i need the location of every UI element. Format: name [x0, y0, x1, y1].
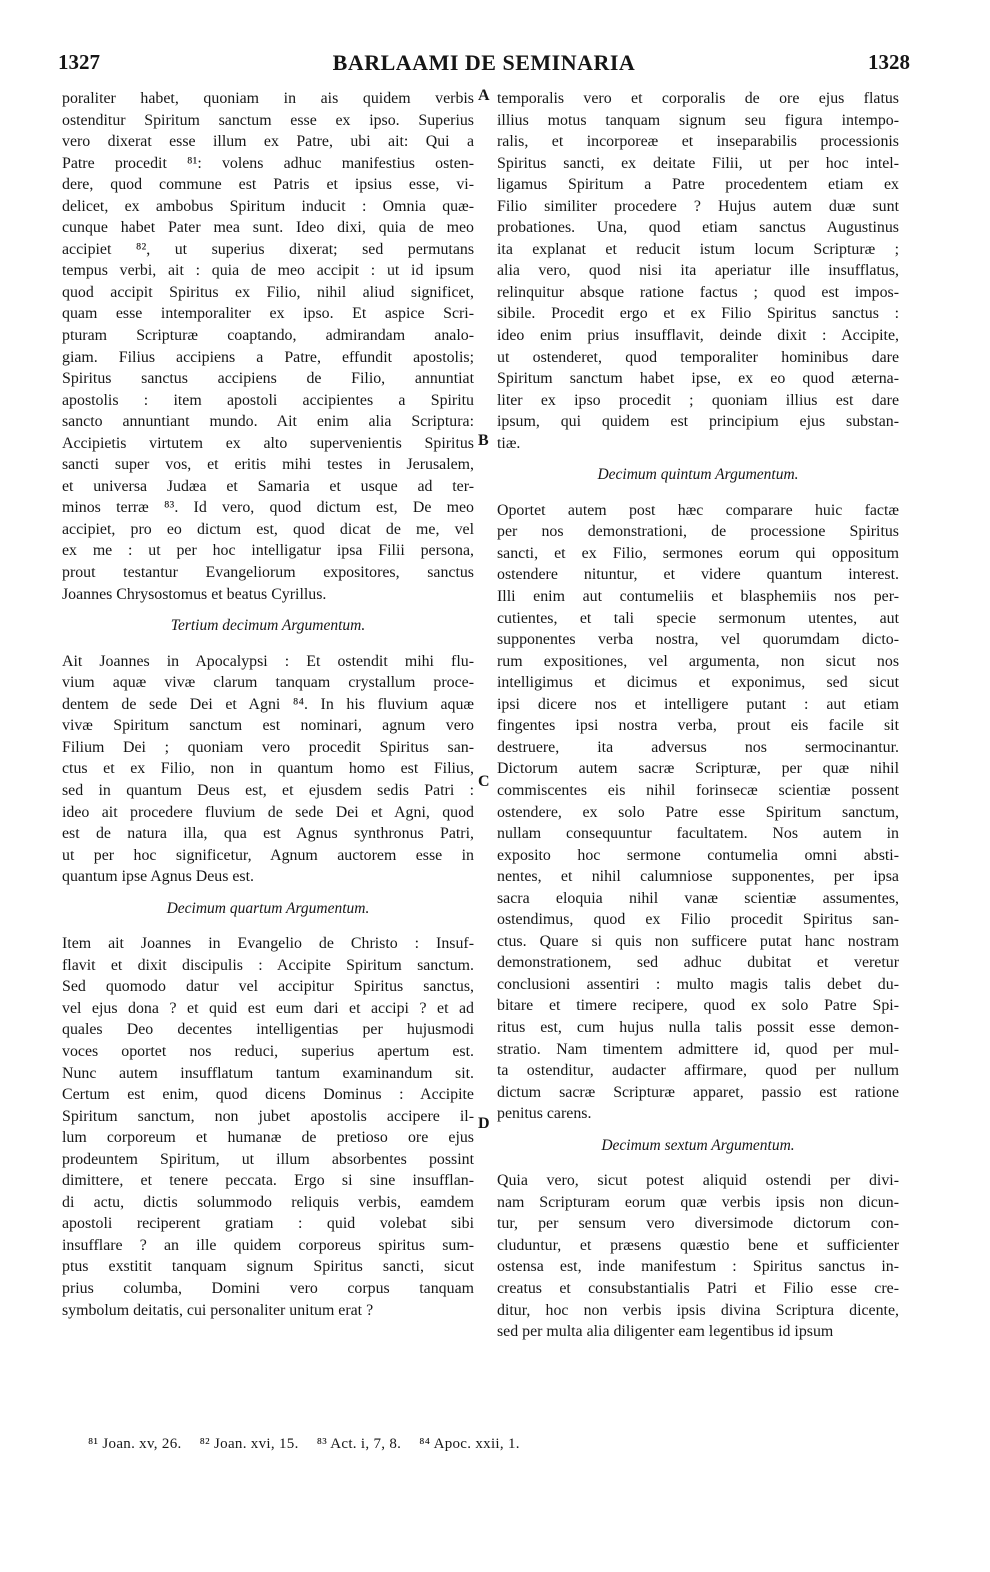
text-line: Quia vero, sicut potest aliquid ostendi per divi-: [497, 1172, 899, 1190]
text-line: ostendere nituntur, et videre quantum interest.: [497, 566, 899, 584]
text-line: dere, quod commune est Patris et ipsius esse, vi-: [62, 176, 474, 194]
paragraph: [497, 1170, 899, 1342]
text-line: illius motus tanquam signum seu figura intempo-: [497, 111, 899, 129]
text-line: ipsi dicere nos et intelligere putant : aut etiam: [497, 695, 899, 713]
text-line: alia vero, quod nisi ita aperiatur ille insufflatus,: [497, 262, 899, 280]
text-line: sancto annuntiant mundo. Ait enim alia Scriptura:: [62, 413, 474, 431]
text-line: liter ex ipso procedit ; quoniam illius est dare: [497, 391, 899, 409]
text-line: cunque habet Pater mea sunt. Ideo dixi, quia de meo: [62, 219, 474, 237]
text-line: ideo enim prius insufflavit, deinde dixit : Accipite,: [497, 327, 899, 345]
text-line: ostendimus, quod ex Filio procedit Spiritus san-: [497, 911, 899, 929]
text-line: ligamus Spiritum a Patre procedentem etiam ex: [497, 176, 899, 194]
text-line: giam. Filius accipiens a Patre, effundit apostolis;: [62, 348, 474, 366]
text-line: ritus est, cum hujus nulla talis possit esse demon-: [497, 1018, 899, 1036]
text-line: Filium Dei ; quoniam vero procedit Spiritus san-: [62, 738, 474, 756]
text-line: supponentes verba nostra, vel quorumdam dicto-: [497, 631, 899, 649]
text-line: sed per multa alia diligenter eam legentibus id ipsum: [497, 1323, 834, 1341]
text-line: destruere, ita adversus nos sermocinantur.: [497, 738, 899, 756]
text-line: stratio. Nam timentem admittere id, quod per mul-: [497, 1040, 899, 1058]
text-line: sibile. Procedit ergo et ex Filio Spiritus sanctus :: [497, 305, 899, 323]
text-line: ralis, et incorporeæ et inseparabilis processionis: [497, 133, 899, 151]
text-line: vivæ Spiritum sanctum est nominari, agnum vero: [62, 717, 474, 735]
margin-letter-a: A: [478, 87, 490, 104]
text-line: symbolum deitatis, cui personaliter unitum erat ?: [62, 1301, 374, 1319]
text-line: creatus et consubstantialis Patri et Filio esse cre-: [497, 1279, 899, 1297]
text-line: prius columba, Domini vero corpus tanquam: [62, 1279, 474, 1297]
text-line: ditur, hoc non verbis ipsis divina Scriptura dicente,: [497, 1301, 899, 1319]
text-line: Ait Joannes in Apocalypsi : Et ostendit mihi flu-: [62, 652, 474, 670]
section-heading: Decimum quartum Argumentum.: [166, 899, 370, 917]
text-line: relinquitur absque ratione factus ; quod est impos-: [497, 283, 899, 301]
text-line: dictum sacræ Scripturæ apparet, passio est ratione: [497, 1083, 899, 1101]
text-line: ptus exstitit tanquam signum Spiritus sancti, sicut: [62, 1258, 474, 1276]
text-line: sancti super vos, et eritis mihi testes in Jerusalem,: [62, 456, 474, 474]
text-line: lum corporeum et humanæ de pretioso ore ejus: [62, 1129, 474, 1147]
text-line: Patre procedit ⁸¹: volens adhuc manifestius osten-: [62, 154, 474, 172]
text-line: Spiritum sanctum, non jubet apostolis accipere il-: [62, 1107, 474, 1125]
text-line: nullam consequuntur facultatem. Nos autem in: [497, 825, 899, 843]
text-line: Illi enim aut contumeliis et blasphemiis nos per-: [497, 588, 899, 606]
text-line: sacra eloquia nihil vanæ scientiæ assumentes,: [497, 889, 899, 907]
text-line: commiscentes eis nihil forinsecæ scientiæ possent: [497, 781, 899, 799]
text-line: Filio similiter procedere ? Hujus autem duæ sunt: [497, 197, 899, 215]
text-line: bitare et timere recipere, quod ex solo Patre Spi-: [497, 997, 899, 1015]
text-line: rum expositiones, vel argumenta, non sicut nos: [497, 652, 899, 670]
text-line: ostensa est, inde manifestum : Spiritus sanctus in-: [497, 1258, 899, 1276]
text-line: ita explanat et reducit istum locum Scripturæ ;: [497, 240, 899, 258]
text-line: dentem de sede Dei et Agni ⁸⁴. In his fluvium aquæ: [62, 695, 474, 713]
text-line: ta ostenditur, audacter affirmare, quod per nullum: [497, 1062, 899, 1080]
text-line: quantum ipse Agnus Deus est.: [62, 868, 254, 886]
text-line: tiæ.: [497, 434, 521, 452]
text-line: nentes, et nihil calumniose supponentes, per ipsa: [497, 868, 899, 886]
text-line: vium aquæ vivæ clarum tanquam crystallum proce-: [62, 674, 474, 692]
page-number-left: 1327: [58, 50, 100, 74]
text-line: prodeuntem Spiritum, ut illum absorbentes possint: [62, 1150, 474, 1168]
text-line: ctus et ex Filio, non in quantum homo est Filius,: [62, 760, 474, 778]
footnote: ⁸¹ Joan. xv, 26.: [88, 1436, 182, 1452]
text-line: vel ejus dona ? et quid est eum dari et accipi ? et ad: [62, 999, 474, 1017]
text-line: Joannes Chrysostomus et beatus Cyrillus.: [62, 585, 327, 603]
right-text-column: [497, 88, 899, 1343]
text-line: intelligimus et dicimus et exponimus, sed sicut: [497, 674, 899, 692]
text-line: flavit et dixit discipulis : Accipite Spiritum sanctum.: [62, 956, 474, 974]
text-line: poraliter habet, quoniam in ais quidem verbis: [62, 90, 474, 107]
text-line: Spiritus sanctus accipiens de Filio, annuntiat: [62, 370, 474, 388]
text-line: ex me : ut per hoc intelligatur ipsa Filii persona,: [62, 542, 474, 560]
text-line: sancti, et ex Filio, sermones eorum qui oppositum: [497, 544, 899, 562]
text-line: Spiritum sanctum habet ipse, ex eo quod æterna-: [497, 370, 899, 388]
text-line: apostoli reciperent gratiam : quid volebat sibi: [62, 1215, 474, 1233]
text-line: ostendere, ex solo Patre esse Spiritum sanctum,: [497, 803, 899, 821]
text-line: ideo ait procedere fluvium de sede Dei et Agni, quod: [62, 803, 474, 821]
paragraph: [497, 88, 899, 454]
text-line: et universa Judæa et Samaria et usque ad ter-: [62, 477, 474, 495]
text-line: minos terræ ⁸³. Id vero, quod dictum est, De meo: [62, 499, 474, 517]
text-line: exposito hoc sermone contumelia omni absti-: [497, 846, 899, 864]
text-line: tempus verbi, ait : quia de meo accipit : ut id ipsum: [62, 262, 474, 280]
text-line: dimittere, et tenere peccata. Ergo si sine insufflan-: [62, 1172, 474, 1190]
text-line: cutientes, et tali specie sermonum utentes, aut: [497, 609, 899, 627]
section-heading: Decimum sextum Argumentum.: [601, 1136, 795, 1154]
text-line: ut per hoc significetur, Agnum auctorem esse in: [62, 846, 474, 864]
text-line: pturam Scripturæ coaptando, admirandam analo-: [62, 327, 474, 345]
text-line: ut ostenderet, quod temporaliter hominibus dare: [497, 348, 899, 366]
text-line: accipiet ⁸², ut superius dixerat; sed permutans: [62, 240, 474, 258]
text-line: accipiet, pro eo dictum est, quod dicat de me, vel: [62, 520, 474, 538]
text-line: tur, per sensum vero diversimode dictorum con-: [497, 1215, 899, 1233]
text-line: Oportet autem post hæc comparare huic factæ: [497, 501, 899, 519]
text-line: quales Deo decentes intelligentias per hujusmodi: [62, 1021, 474, 1039]
page-header: [58, 50, 910, 86]
text-line: vero dixerat esse illum ex Patre, ubi ait: Qui a: [62, 133, 474, 151]
paragraph: [62, 88, 474, 605]
paragraph: [497, 500, 899, 1125]
text-line: quod accipit Spiritus ex Filio, nihil aliud significet,: [62, 283, 474, 301]
text-line: demonstrationem, sed adhuc dubitat et veretur: [497, 954, 899, 972]
text-line: penitus carens.: [497, 1105, 592, 1123]
text-line: Sed quomodo datur vel accipitur Spiritus sanctus,: [62, 978, 474, 996]
text-line: cluduntur, et præsens quæstio bene et sufficienter: [497, 1236, 899, 1254]
paragraph: [62, 933, 474, 1321]
footnote: ⁸⁴ Apoc. xxii, 1.: [419, 1436, 520, 1452]
running-title: BARLAAMI DE SEMINARIA: [332, 50, 636, 75]
text-line: sed in quantum Deus est, et ejusdem sedis Patri :: [62, 781, 474, 799]
text-line: Spiritus sancti, ex deitate Filii, ut per hoc intel-: [497, 154, 899, 172]
text-line: insufflare ? an ille quidem corporeus spiritus sum-: [62, 1236, 474, 1254]
text-line: delicet, ex ambobus Spiritum inducit : Omnia quæ-: [62, 197, 474, 215]
left-text-column: [62, 88, 474, 1321]
text-line: Nunc autem insufflatum tantum examinandum sit.: [62, 1064, 474, 1082]
margin-letter-d: D: [478, 1115, 490, 1132]
footnotes: [88, 1436, 898, 1453]
text-line: probationes. Una, quod etiam sanctus Augustinus: [497, 219, 899, 237]
section-heading: Tertium decimum Argumentum.: [170, 617, 366, 635]
text-line: nam Scripturam eorum quæ verbis ipsis non dicun-: [497, 1193, 899, 1211]
text-line: Accipietis virtutem ex alto supervenientis Spiritus: [62, 434, 474, 452]
text-line: est de natura illa, qua est Agnus synthronus Patri,: [62, 825, 474, 843]
margin-letter-c: C: [478, 773, 490, 790]
text-line: ostenditur Spiritum sanctum esse ex ipso. Superius: [62, 111, 474, 129]
text-line: per nos demonstrationi, de processione Spiritus: [497, 523, 899, 541]
text-line: apostolis : item apostoli accipientes a Spiritu: [62, 391, 474, 409]
footnote: ⁸² Joan. xvi, 15.: [199, 1436, 299, 1452]
text-line: quam esse intemporaliter ex ipso. Et aspice Scri-: [62, 305, 474, 323]
text-line: ipsum, qui quidem est principium ejus substan-: [497, 413, 899, 431]
footnote: ⁸³ Act. i, 7, 8.: [316, 1436, 402, 1452]
text-line: di actu, dictis solummodo reliquis verbis, eamdem: [62, 1193, 474, 1211]
margin-letter-b: B: [478, 432, 489, 449]
text-line: ctus. Quare si quis non sufficere putat hanc nostram: [497, 932, 899, 950]
text-line: fingentes ipsi nostra verba, prout eis facile sit: [497, 717, 899, 735]
text-line: conclusioni assentiri : multo magis talis debet du-: [497, 975, 899, 993]
text-line: Item ait Joannes in Evangelio de Christo : Insuf-: [62, 935, 474, 953]
section-heading: Decimum quintum Argumentum.: [597, 466, 799, 484]
paragraph: [62, 651, 474, 888]
text-line: temporalis vero et corporalis de ore ejus flatus: [497, 90, 899, 107]
text-line: voces oportet nos reduci, superius apertum est.: [62, 1042, 474, 1060]
text-line: prout testantur Evangeliorum expositores, sanctus: [62, 564, 474, 582]
page-number-right: 1328: [868, 50, 910, 74]
text-line: Dictorum autem sacræ Scripturæ, per quæ nihil: [497, 760, 899, 778]
text-line: Certum est enim, quod dicens Dominus : Accipite: [62, 1086, 474, 1104]
